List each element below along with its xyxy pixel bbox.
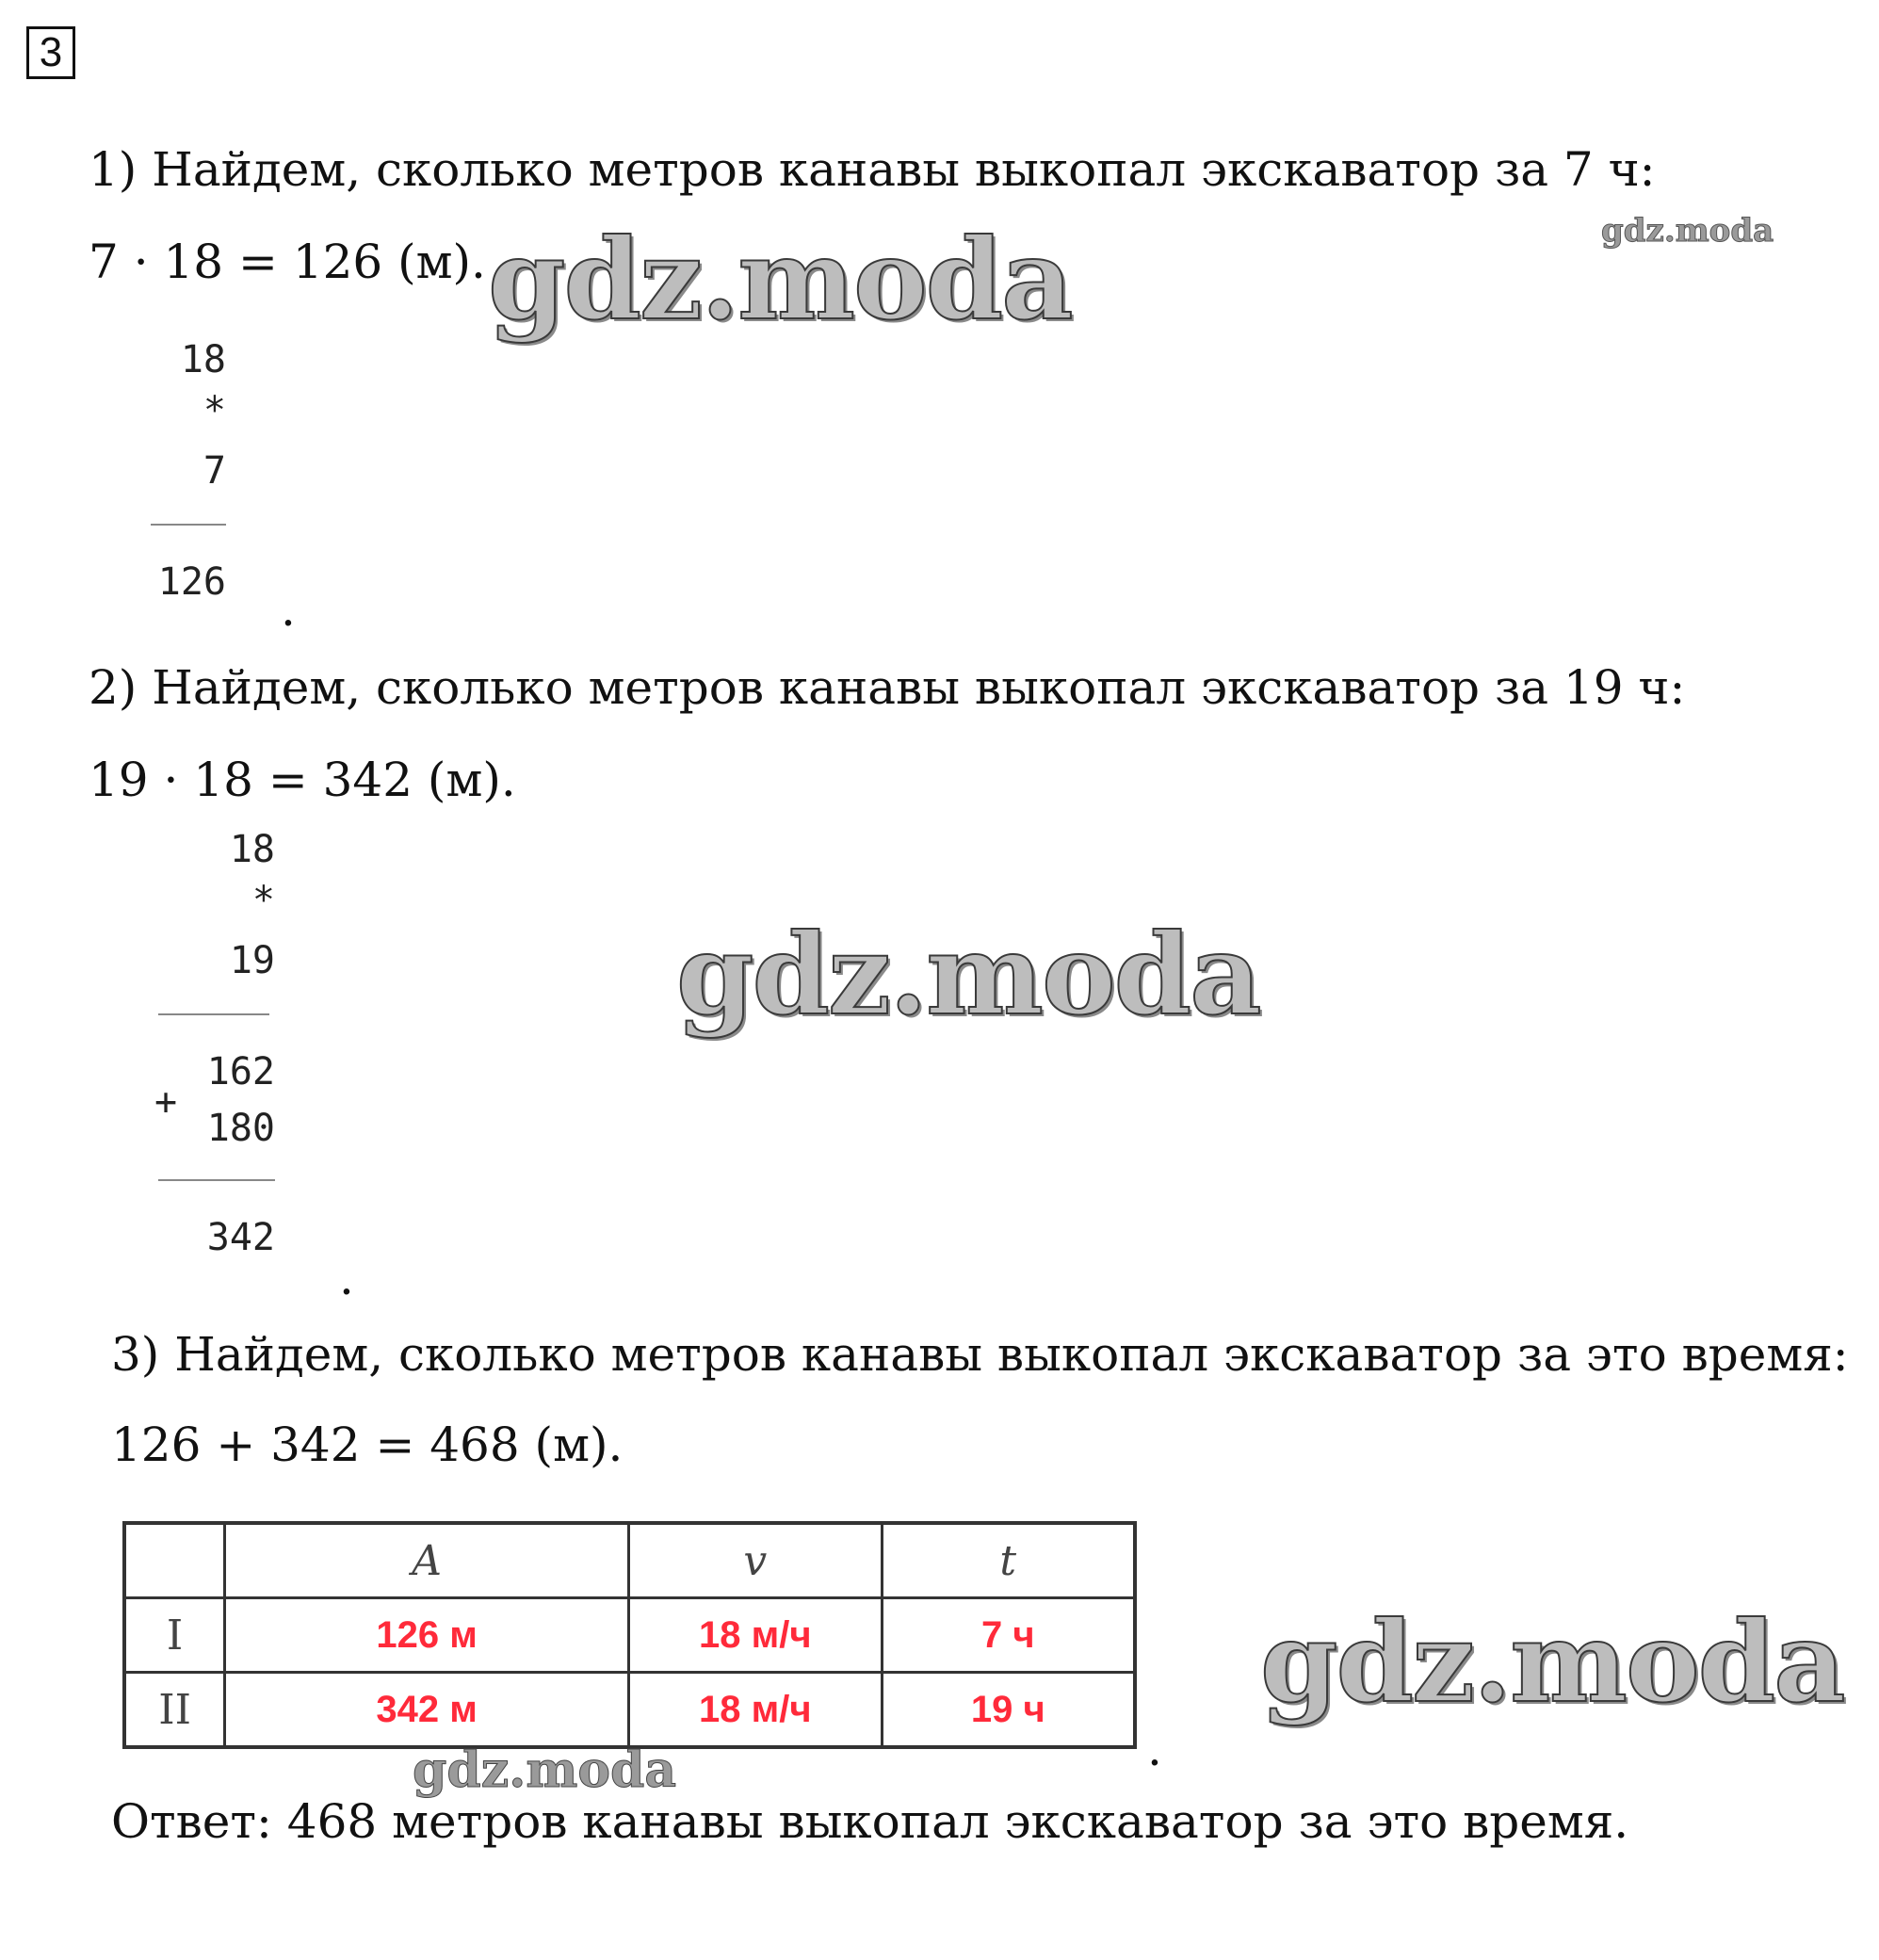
step2-heading: 2) Найдем, сколько метров канавы выкопал экскаватор за 19 ч: (89, 660, 1686, 715)
step1-calc-result: 126 (157, 560, 226, 604)
table-row-label: II (124, 1673, 225, 1748)
table-cell-t: 19 ч (882, 1673, 1135, 1748)
watermark-logo: gdz.moda (676, 909, 1260, 1040)
step2-calc-multiplier: 19 (229, 939, 275, 982)
step1-calc-rule (151, 524, 226, 526)
table-header-row (124, 1523, 1135, 1598)
answer-text: Ответ: 468 метров канавы выкопал экскаватор за это время. (111, 1794, 1629, 1849)
table-cell-t: 7 ч (882, 1598, 1135, 1673)
step2-calc-top: 18 (229, 828, 275, 871)
watermark-logo: gdz.moda (488, 214, 1072, 345)
watermark-logo-mid: gdz.moda (413, 1741, 677, 1799)
table-cell-A: 126 м (225, 1598, 629, 1673)
table-header-empty (124, 1523, 225, 1598)
step3-equation: 126 + 342 = 468 (м). (111, 1417, 624, 1472)
table-dot: . (1147, 1722, 1162, 1776)
step2-calc-rule-1 (158, 1013, 269, 1015)
step1-equation: 7 · 18 = 126 (м). (89, 235, 486, 289)
step1-calc-top: 18 (180, 338, 226, 381)
values-table (122, 1521, 1137, 1749)
step2-calc-result: 342 (206, 1216, 275, 1259)
step2-equation: 19 · 18 = 342 (м). (89, 753, 516, 807)
step2-calc-rule-2 (158, 1179, 275, 1181)
watermark-logo: gdz.moda (1260, 1596, 1844, 1727)
table-header-A: A (225, 1523, 629, 1598)
task-number-badge: 3 (26, 26, 75, 79)
watermark-logo-small: gdz.moda (1601, 212, 1774, 250)
table-row-label: I (124, 1598, 225, 1673)
table-row (124, 1598, 1135, 1673)
table-header-v: v (629, 1523, 882, 1598)
step2-calc-partial2: 180 (206, 1107, 275, 1150)
table-cell-A: 342 м (225, 1673, 629, 1748)
step2-calc-partial1: 162 (206, 1050, 275, 1093)
step1-calc-operator: * (202, 389, 226, 432)
step1-heading: 1) Найдем, сколько метров канавы выкопал экскаватор за 7 ч: (89, 142, 1656, 197)
table-cell-v: 18 м/ч (629, 1673, 882, 1748)
step2-calc-dot: . (339, 1251, 354, 1305)
table-cell-v: 18 м/ч (629, 1598, 882, 1673)
step1-calc-dot: . (281, 582, 296, 637)
step3-heading: 3) Найдем, сколько метров канавы выкопал экскаватор за это время: (111, 1327, 1849, 1382)
step1-calc-multiplier: 7 (202, 449, 226, 493)
step2-calc-operator: * (251, 879, 275, 922)
table-header-t: t (882, 1523, 1135, 1598)
step2-calc-plus: + (154, 1080, 178, 1124)
table-row (124, 1673, 1135, 1748)
